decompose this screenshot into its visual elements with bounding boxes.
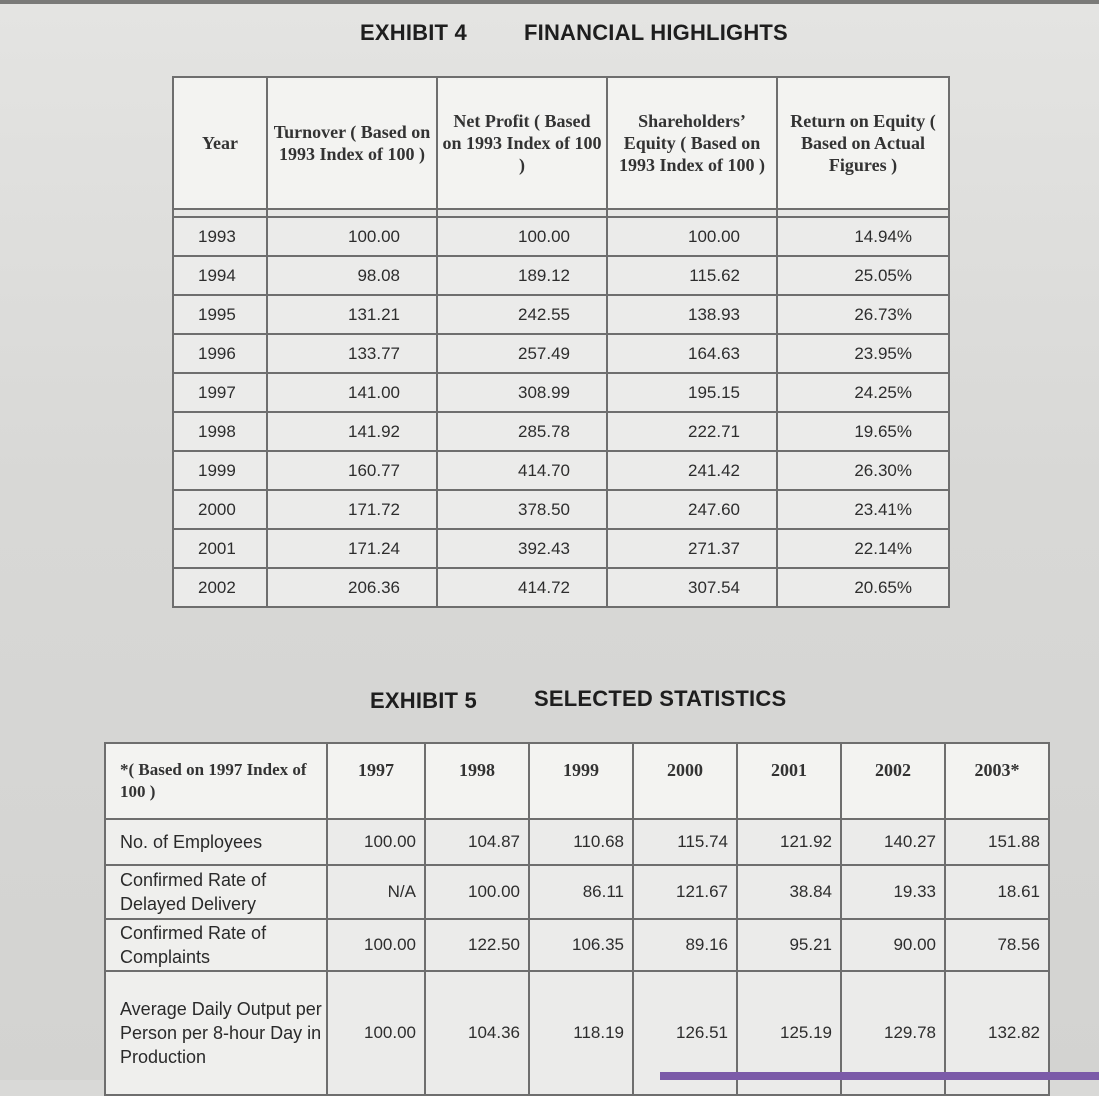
value-cell: 121.67 bbox=[633, 865, 737, 919]
table-row bbox=[173, 451, 949, 490]
value-cell: 104.36 bbox=[425, 971, 529, 1095]
value-cell: 115.62 bbox=[607, 256, 777, 295]
value-cell: 195.15 bbox=[607, 373, 777, 412]
year-cell: 1995 bbox=[173, 295, 267, 334]
value-cell: 100.00 bbox=[267, 217, 437, 256]
value-cell: 18.61 bbox=[945, 865, 1049, 919]
table-row bbox=[173, 490, 949, 529]
value-cell: 100.00 bbox=[425, 865, 529, 919]
value-cell: 20.65% bbox=[777, 568, 949, 607]
value-cell: 138.93 bbox=[607, 295, 777, 334]
value-cell: 26.30% bbox=[777, 451, 949, 490]
value-cell: 307.54 bbox=[607, 568, 777, 607]
row-label: Confirmed Rate of Complaints bbox=[105, 919, 327, 971]
year-header: 2000 bbox=[633, 743, 737, 819]
value-cell: 222.71 bbox=[607, 412, 777, 451]
value-cell: 100.00 bbox=[327, 819, 425, 865]
table-row bbox=[173, 334, 949, 373]
table-header-row bbox=[105, 743, 1049, 819]
value-cell: 19.65% bbox=[777, 412, 949, 451]
value-cell: 38.84 bbox=[737, 865, 841, 919]
value-cell: 100.00 bbox=[607, 217, 777, 256]
value-cell: 133.77 bbox=[267, 334, 437, 373]
value-cell: 26.73% bbox=[777, 295, 949, 334]
year-header: 1997 bbox=[327, 743, 425, 819]
table-row bbox=[105, 819, 1049, 865]
value-cell: 141.00 bbox=[267, 373, 437, 412]
value-cell: 285.78 bbox=[437, 412, 607, 451]
table-row bbox=[173, 373, 949, 412]
financial-highlights-table bbox=[172, 76, 950, 608]
value-cell: 104.87 bbox=[425, 819, 529, 865]
table-row bbox=[173, 568, 949, 607]
year-cell: 2001 bbox=[173, 529, 267, 568]
value-cell: 126.51 bbox=[633, 971, 737, 1095]
value-cell: 121.92 bbox=[737, 819, 841, 865]
table-row bbox=[173, 412, 949, 451]
table-row bbox=[105, 919, 1049, 971]
year-header: 2002 bbox=[841, 743, 945, 819]
value-cell: 106.35 bbox=[529, 919, 633, 971]
value-cell: 98.08 bbox=[267, 256, 437, 295]
value-cell: 160.77 bbox=[267, 451, 437, 490]
value-cell: 100.00 bbox=[327, 971, 425, 1095]
exhibit5-title: SELECTED STATISTICS bbox=[534, 686, 787, 711]
value-cell: 19.33 bbox=[841, 865, 945, 919]
value-cell: 129.78 bbox=[841, 971, 945, 1095]
value-cell: 242.55 bbox=[437, 295, 607, 334]
table-row bbox=[173, 256, 949, 295]
value-cell: 122.50 bbox=[425, 919, 529, 971]
top-edge bbox=[0, 0, 1099, 4]
selected-statistics-table bbox=[104, 742, 1050, 1096]
year-header: 1998 bbox=[425, 743, 529, 819]
value-cell: 89.16 bbox=[633, 919, 737, 971]
year-cell: 1994 bbox=[173, 256, 267, 295]
value-cell: 151.88 bbox=[945, 819, 1049, 865]
index-note: *( Based on 1997 Index of 100 ) bbox=[105, 743, 327, 819]
year-header: 2001 bbox=[737, 743, 841, 819]
header-net-profit: Net Profit ( Based on 1993 Index of 100 ) bbox=[437, 77, 607, 209]
year-header: 1999 bbox=[529, 743, 633, 819]
header-turnover: Turnover ( Based on 1993 Index of 100 ) bbox=[267, 77, 437, 209]
value-cell: 414.70 bbox=[437, 451, 607, 490]
year-cell: 2002 bbox=[173, 568, 267, 607]
value-cell: 141.92 bbox=[267, 412, 437, 451]
table-row bbox=[173, 217, 949, 256]
header-year: Year bbox=[173, 77, 267, 209]
year-cell: 2000 bbox=[173, 490, 267, 529]
value-cell: 257.49 bbox=[437, 334, 607, 373]
value-cell: 25.05% bbox=[777, 256, 949, 295]
header-shareholders-equity: Shareholders’ Equity ( Based on 1993 Index of 100 ) bbox=[607, 77, 777, 209]
year-cell: 1996 bbox=[173, 334, 267, 373]
value-cell: 95.21 bbox=[737, 919, 841, 971]
row-label: Confirmed Rate of Delayed Delivery bbox=[105, 865, 327, 919]
value-cell: 24.25% bbox=[777, 373, 949, 412]
value-cell: 100.00 bbox=[327, 919, 425, 971]
year-cell: 1993 bbox=[173, 217, 267, 256]
value-cell: 206.36 bbox=[267, 568, 437, 607]
row-label: Average Daily Output per Person per 8-hour Day in Production bbox=[105, 971, 327, 1095]
value-cell: 247.60 bbox=[607, 490, 777, 529]
value-cell: 23.41% bbox=[777, 490, 949, 529]
header-spacer bbox=[173, 209, 949, 217]
row-label: No. of Employees bbox=[105, 819, 327, 865]
exhibit4-title: FINANCIAL HIGHLIGHTS bbox=[524, 20, 788, 45]
value-cell: 78.56 bbox=[945, 919, 1049, 971]
value-cell: 86.11 bbox=[529, 865, 633, 919]
table-row bbox=[105, 865, 1049, 919]
exhibit4-label: EXHIBIT 4 bbox=[360, 20, 467, 45]
value-cell: 131.21 bbox=[267, 295, 437, 334]
value-cell: 140.27 bbox=[841, 819, 945, 865]
value-cell: 110.68 bbox=[529, 819, 633, 865]
value-cell: 241.42 bbox=[607, 451, 777, 490]
table-row bbox=[173, 529, 949, 568]
header-return-on-equity: Return on Equity ( Based on Actual Figures ) bbox=[777, 77, 949, 209]
value-cell: 22.14% bbox=[777, 529, 949, 568]
value-cell: 171.24 bbox=[267, 529, 437, 568]
value-cell: 171.72 bbox=[267, 490, 437, 529]
value-cell: 308.99 bbox=[437, 373, 607, 412]
year-header: 2003* bbox=[945, 743, 1049, 819]
value-cell: 115.74 bbox=[633, 819, 737, 865]
value-cell: 125.19 bbox=[737, 971, 841, 1095]
value-cell: 23.95% bbox=[777, 334, 949, 373]
table-header-row bbox=[173, 77, 949, 209]
value-cell: N/A bbox=[327, 865, 425, 919]
value-cell: 118.19 bbox=[529, 971, 633, 1095]
value-cell: 378.50 bbox=[437, 490, 607, 529]
screen-edge-strip bbox=[660, 1072, 1099, 1080]
table-row bbox=[173, 295, 949, 334]
value-cell: 189.12 bbox=[437, 256, 607, 295]
year-cell: 1998 bbox=[173, 412, 267, 451]
value-cell: 14.94% bbox=[777, 217, 949, 256]
value-cell: 164.63 bbox=[607, 334, 777, 373]
year-cell: 1997 bbox=[173, 373, 267, 412]
value-cell: 271.37 bbox=[607, 529, 777, 568]
value-cell: 132.82 bbox=[945, 971, 1049, 1095]
value-cell: 392.43 bbox=[437, 529, 607, 568]
value-cell: 90.00 bbox=[841, 919, 945, 971]
exhibit5-label: EXHIBIT 5 bbox=[370, 688, 477, 713]
value-cell: 100.00 bbox=[437, 217, 607, 256]
year-cell: 1999 bbox=[173, 451, 267, 490]
value-cell: 414.72 bbox=[437, 568, 607, 607]
